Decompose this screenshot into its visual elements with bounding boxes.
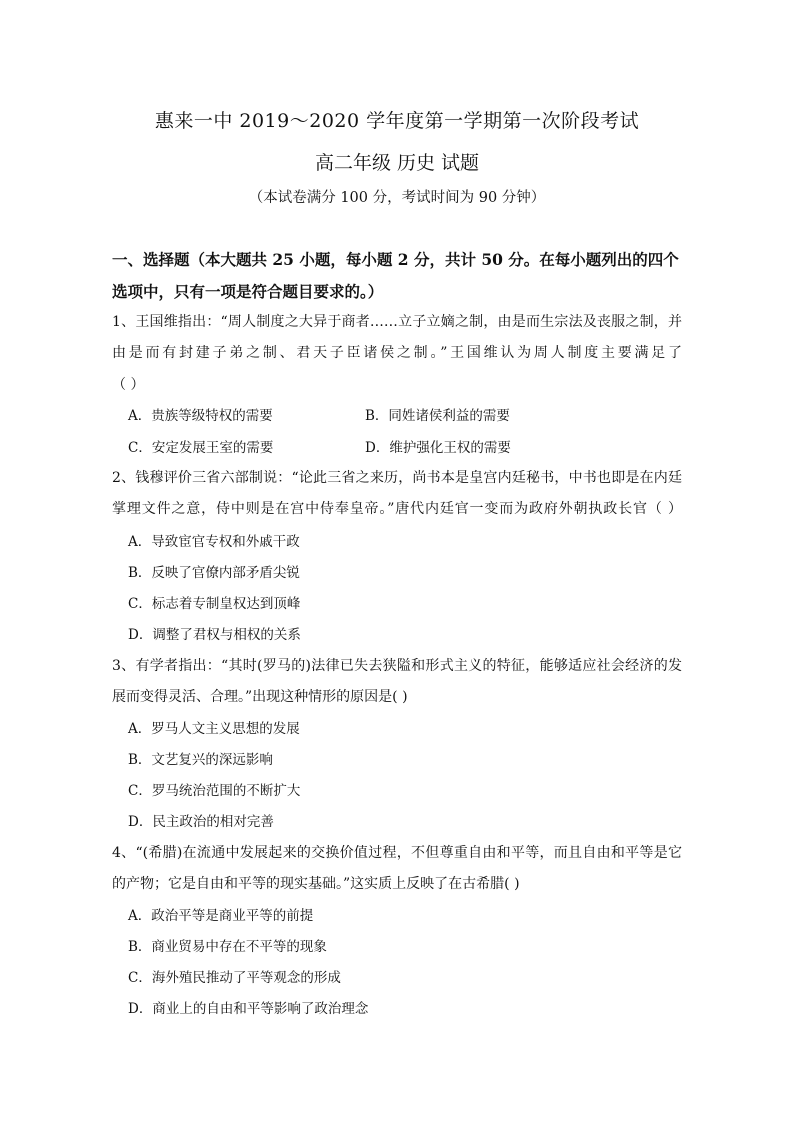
exam-title: 惠来一中 2019～2020 学年度第一学期第一次阶段考试	[154, 110, 640, 132]
question-4-option-b: B．商业贸易中存在不平等的现象	[128, 939, 327, 955]
question-3-stem-line-1: 3、有学者指出：“其时(罗马的)法律已失去狭隘和形式主义的特征，能够适应社会经济的发	[112, 658, 682, 674]
exam-note: （本试卷满分 100 分，考试时间为 90 分钟）	[248, 190, 546, 206]
question-3-option-c: C．罗马统治范围的不断扩大	[128, 783, 301, 799]
question-1-answer-blank: （ ）	[112, 377, 145, 393]
question-1-stem-line-2: 由是而有封建子弟之制、君天子臣诸侯之制。”王国维认为周人制度主要满足了	[112, 345, 682, 361]
question-2-option-d: D．调整了君权与相权的关系	[128, 627, 301, 643]
question-3-stem-line-2: 展而变得灵活、合理。”出现这种情形的原因是( )	[112, 689, 408, 705]
question-1-option-b: B．同姓诸侯利益的需要	[365, 408, 510, 424]
question-2-stem-line-2: 掌理文件之意，侍中则是在宫中侍奉皇帝。”唐代内廷官一变而为政府外朝执政长官（ ）	[112, 501, 682, 517]
question-3-option-b: B．文艺复兴的深远影响	[128, 752, 273, 768]
section-heading-line-2: 选项中，只有一项是符合题目要求的。）	[112, 282, 384, 301]
question-2-option-c: C．标志着专制皇权达到顶峰	[128, 596, 301, 612]
question-4-stem-line-2: 的产物；它是自由和平等的现实基础。”这实质上反映了在古希腊( )	[112, 876, 520, 892]
question-3-option-a: A．罗马人文主义思想的发展	[128, 721, 300, 737]
question-3-option-d: D．民主政治的相对完善	[128, 814, 274, 830]
section-heading-line-1: 一、选择题（本大题共 25 小题，每小题 2 分，共计 50 分。在每小题列出的四个	[112, 250, 679, 269]
question-4-option-c: C．海外殖民推动了平等观念的形成	[128, 970, 341, 986]
question-4-option-d: D．商业上的自由和平等影响了政治理念	[128, 1001, 369, 1017]
question-4-stem-line-1: 4、“(希腊)在流通中发展起来的交换价值过程，不但尊重自由和平等，而且自由和平等是它	[112, 845, 682, 861]
question-1-option-a: A．贵族等级特权的需要	[128, 408, 273, 424]
question-2-option-b: B．反映了官僚内部矛盾尖锐	[128, 565, 300, 581]
question-1-option-c: C．安定发展王室的需要	[128, 440, 274, 456]
question-4-option-a: A．政治平等是商业平等的前提	[128, 908, 314, 924]
question-2-option-a: A．导致宦官专权和外戚干政	[128, 534, 300, 550]
question-1-option-d: D．维护强化王权的需要	[365, 440, 511, 456]
question-2-stem-line-1: 2、钱穆评价三省六部制说：“论此三省之来历，尚书本是皇宫内廷秘书，中书也即是在内廷	[112, 470, 682, 486]
question-1-stem-line-1: 1、王国维指出：“周人制度之大异于商者……立子立嫡之制，由是而生宗法及丧服之制，并	[112, 314, 682, 330]
exam-subtitle: 高二年级 历史 试题	[314, 152, 480, 174]
